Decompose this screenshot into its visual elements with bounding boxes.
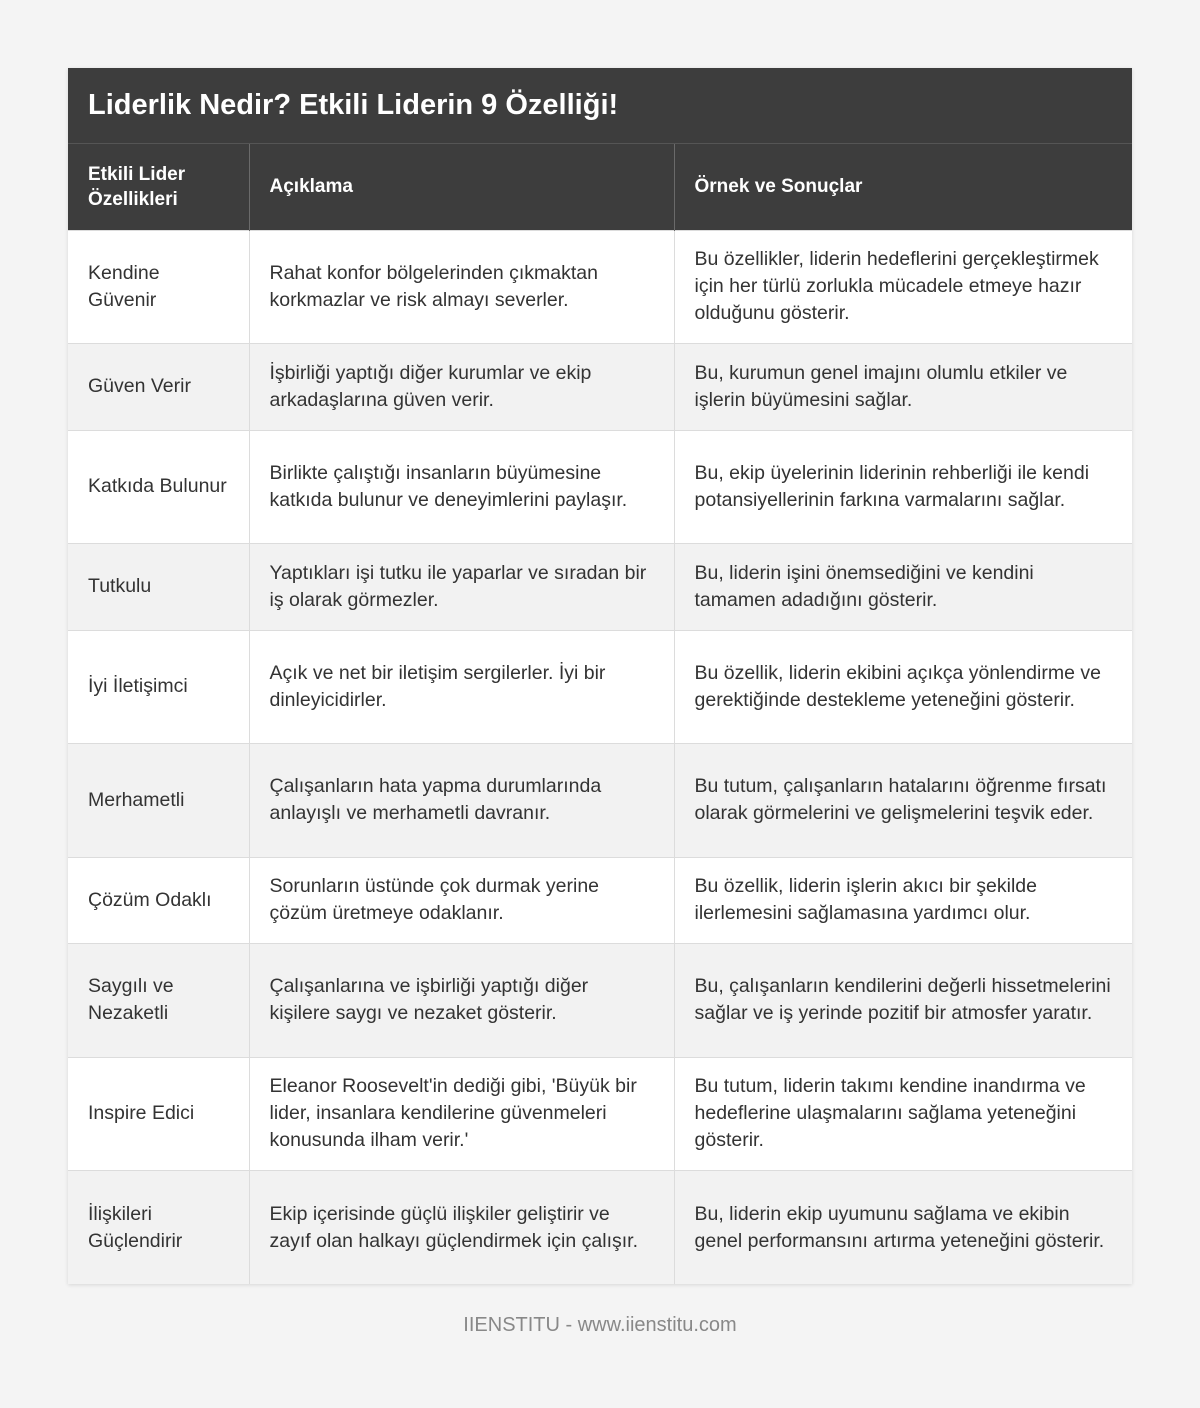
table-card (68, 68, 1132, 1284)
column-header-description: Açıklama (249, 144, 674, 230)
table-row (68, 630, 1132, 744)
table-row (68, 1171, 1132, 1285)
footer-credit: IIENSTITU - www.iienstitu.com (463, 1314, 737, 1336)
trait-cell: Merhametli (68, 744, 249, 858)
example-cell: Bu, çalışanların kendilerini değerli hissetmelerini sağlar ve iş yerinde pozitif bir atmosfer yaratır. (674, 944, 1132, 1058)
example-cell: Bu özellikler, liderin hedeflerini gerçekleştirmek için her türlü zorlukla mücadele etmeye hazır olduğunu gösterir. (674, 230, 1132, 344)
column-header-trait: Etkili Lider Özellikleri (68, 144, 249, 230)
trait-cell: Kendine Güvenir (68, 230, 249, 344)
example-cell: Bu, liderin işini önemsediğini ve kendini tamamen adadığını gösterir. (674, 544, 1132, 631)
header-row (68, 144, 1132, 230)
description-cell: Eleanor Roosevelt'in dediği gibi, 'Büyük bir lider, insanlara kendilerine güvenmeleri konusunda ilham verir.' (249, 1057, 674, 1171)
description-cell: Açık ve net bir iletişim sergilerler. İyi bir dinleyicidirler. (249, 630, 674, 744)
description-cell: Rahat konfor bölgelerinden çıkmaktan korkmazlar ve risk almayı severler. (249, 230, 674, 344)
example-cell: Bu tutum, çalışanların hatalarını öğrenme fırsatı olarak görmelerini ve gelişmelerini teşvik eder. (674, 744, 1132, 858)
table-row (68, 1057, 1132, 1171)
description-cell: Yaptıkları işi tutku ile yaparlar ve sıradan bir iş olarak görmezler. (249, 544, 674, 631)
column-header-example: Örnek ve Sonuçlar (674, 144, 1132, 230)
example-cell: Bu, kurumun genel imajını olumlu etkiler ve işlerin büyümesini sağlar. (674, 344, 1132, 431)
trait-cell: Saygılı ve Nezaketli (68, 944, 249, 1058)
trait-cell: İyi İletişimci (68, 630, 249, 744)
description-cell: Sorunların üstünde çok durmak yerine çözüm üretmeye odaklanır. (249, 857, 674, 944)
description-cell: İşbirliği yaptığı diğer kurumlar ve ekip arkadaşlarına güven verir. (249, 344, 674, 431)
table-row (68, 857, 1132, 944)
description-cell: Birlikte çalıştığı insanların büyümesine katkıda bulunur ve deneyimlerini paylaşır. (249, 430, 674, 544)
example-cell: Bu, ekip üyelerinin liderinin rehberliği ile kendi potansiyellerinin farkına varmalarını sağlar. (674, 430, 1132, 544)
trait-cell: Tutkulu (68, 544, 249, 631)
table-title: Liderlik Nedir? Etkili Liderin 9 Özelliği! (68, 68, 1132, 144)
example-cell: Bu özellik, liderin işlerin akıcı bir şekilde ilerlemesini sağlamasına yardımcı olur. (674, 857, 1132, 944)
description-cell: Çalışanlarına ve işbirliği yaptığı diğer kişilere saygı ve nezaket gösterir. (249, 944, 674, 1058)
description-cell: Çalışanların hata yapma durumlarında anlayışlı ve merhametli davranır. (249, 744, 674, 858)
example-cell: Bu, liderin ekip uyumunu sağlama ve ekibin genel performansını artırma yeteneğini gösterir. (674, 1171, 1132, 1285)
trait-cell: Inspire Edici (68, 1057, 249, 1171)
table-row (68, 744, 1132, 858)
table-row (68, 430, 1132, 544)
example-cell: Bu özellik, liderin ekibini açıkça yönlendirme ve gerektiğinde destekleme yeteneğini gösterir. (674, 630, 1132, 744)
table-row (68, 344, 1132, 431)
description-cell: Ekip içerisinde güçlü ilişkiler geliştirir ve zayıf olan halkayı güçlendirmek için çalışır. (249, 1171, 674, 1285)
table-row (68, 544, 1132, 631)
example-cell: Bu tutum, liderin takımı kendine inandırma ve hedeflerine ulaşmalarını sağlama yeteneğini gösterir. (674, 1057, 1132, 1171)
trait-cell: İlişkileri Güçlendirir (68, 1171, 249, 1285)
table-row (68, 944, 1132, 1058)
table-row (68, 230, 1132, 344)
trait-cell: Çözüm Odaklı (68, 857, 249, 944)
trait-cell: Güven Verir (68, 344, 249, 431)
trait-cell: Katkıda Bulunur (68, 430, 249, 544)
traits-table (68, 144, 1132, 1284)
